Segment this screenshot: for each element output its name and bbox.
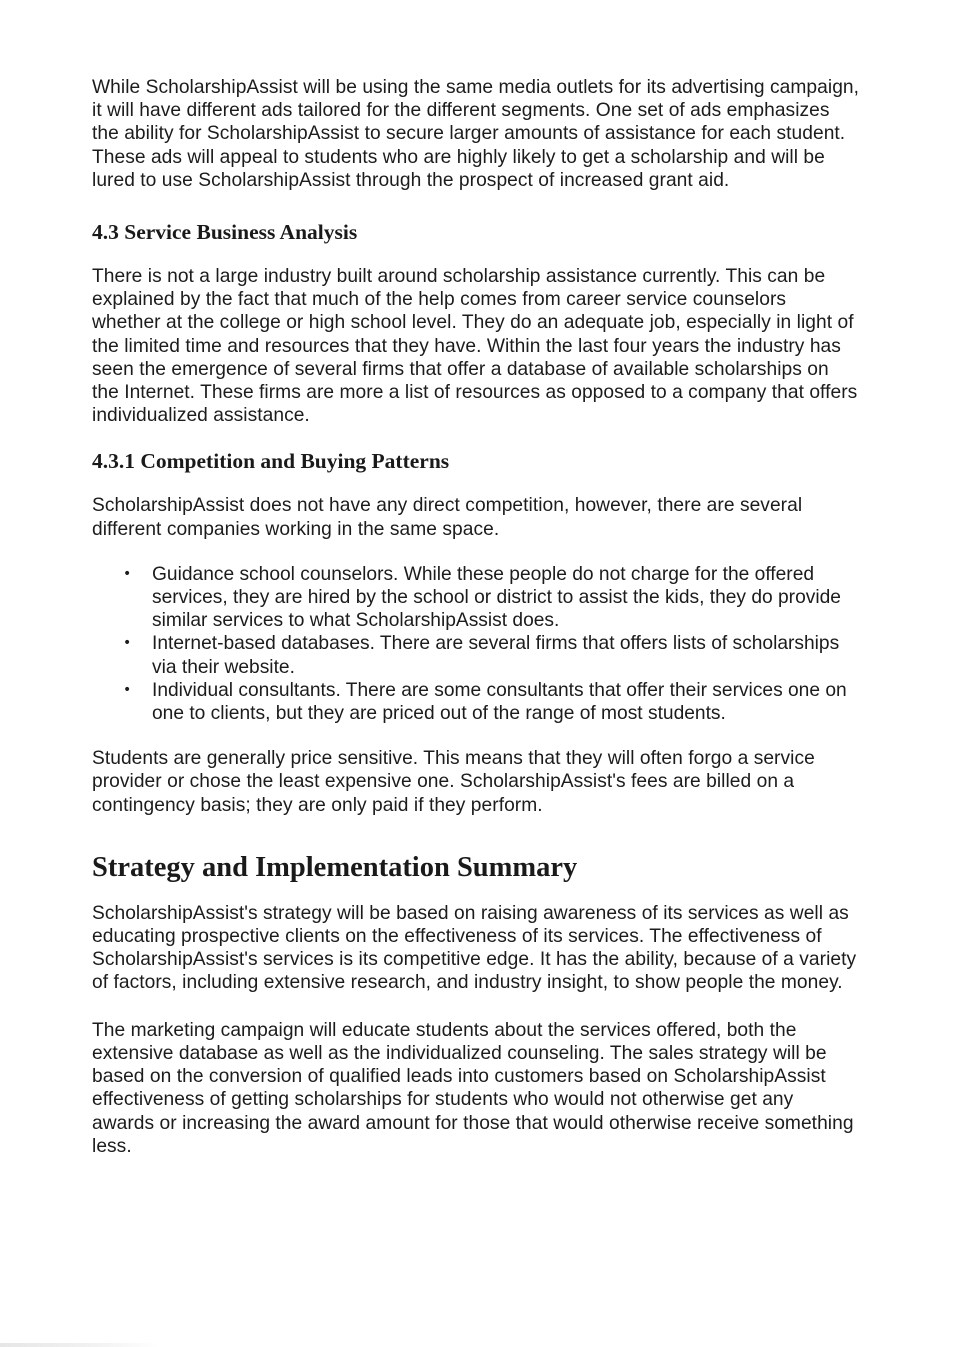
intro-paragraph: While ScholarshipAssist will be using the same media outlets for its advertising campaign, it will have different ads tailored for the different segments. One set of ads emphasizes the ability for ScholarshipAssist to secure larger amounts of assistance for each student. These ads will appeal to students who are highly likely to get a scholarship and will be lured to use ScholarshipAssist through the prospect of increased grant aid. <box>92 77 860 191</box>
competitor-list <box>92 563 860 725</box>
section-4-3-1-heading: 4.3.1 Competition and Buying Patterns <box>92 449 450 474</box>
bullet-icon: • <box>123 635 132 652</box>
strategy-paragraph-1: ScholarshipAssist's strategy will be based on raising awareness of its services as well as educating prospective clients on the effectiveness of its services. The effectiveness of ScholarshipAssist's services is its competitive edge. It has the ability, because of a variety of factors, including extensive research, and industry insight, to show people the money. <box>92 902 857 994</box>
list-item-text: Individual consultants. There are some consultants that offer their services one on one to clients, but they are priced out of the range of most students. <box>152 679 847 725</box>
list-item-text: Guidance school counselors. While these people do not charge for the offered services, they are hired by the school or district to assist the kids, they do provide similar services to what ScholarshipAssist does. <box>152 563 841 632</box>
section-4-3-heading: 4.3 Service Business Analysis <box>92 220 358 245</box>
section-4-3-1-closing: Students are generally price sensitive. This means that they will often forgo a service provider or chose the least expensive one. ScholarshipAssist's fees are billed on a contingency basis; they are only paid if they perform. <box>92 748 815 816</box>
list-item-text: Internet-based databases. There are several firms that offers lists of scholarships via their website. <box>152 633 840 678</box>
strategy-heading: Strategy and Implementation Summary <box>92 851 578 883</box>
section-4-3-1-intro: ScholarshipAssist does not have any direct competition, however, there are several different companies working in the same space. <box>92 495 803 540</box>
strategy-paragraph-2: The marketing campaign will educate students about the services offered, both the extensive database as well as the individualized counseling. The sales strategy will be based on the conversion of qualified leads into customers based on ScholarshipAssist effectiveness of getting scholarships for students who would not otherwise get any awards or increasing the award amount for those that would otherwise receive something less. <box>92 1019 854 1157</box>
list-item <box>123 563 860 633</box>
bullet-icon: • <box>123 681 132 698</box>
page-footer-fade <box>0 1343 160 1347</box>
list-item <box>123 632 860 678</box>
page-content <box>92 76 860 1158</box>
list-item <box>123 679 860 725</box>
bullet-icon: • <box>123 565 132 582</box>
section-4-3-paragraph: There is not a large industry built around scholarship assistance currently. This can be explained by the fact that much of the help comes from career service counselors whether at the college or high school level. They do an adequate job, especially in light of the limited time and resources that they have. Within the last four years the industry has seen the emergence of several firms that offer a database of available scholarships on the Internet. These firms are more a list of resources as opposed to a company that offers individualized assistance. <box>92 266 858 427</box>
